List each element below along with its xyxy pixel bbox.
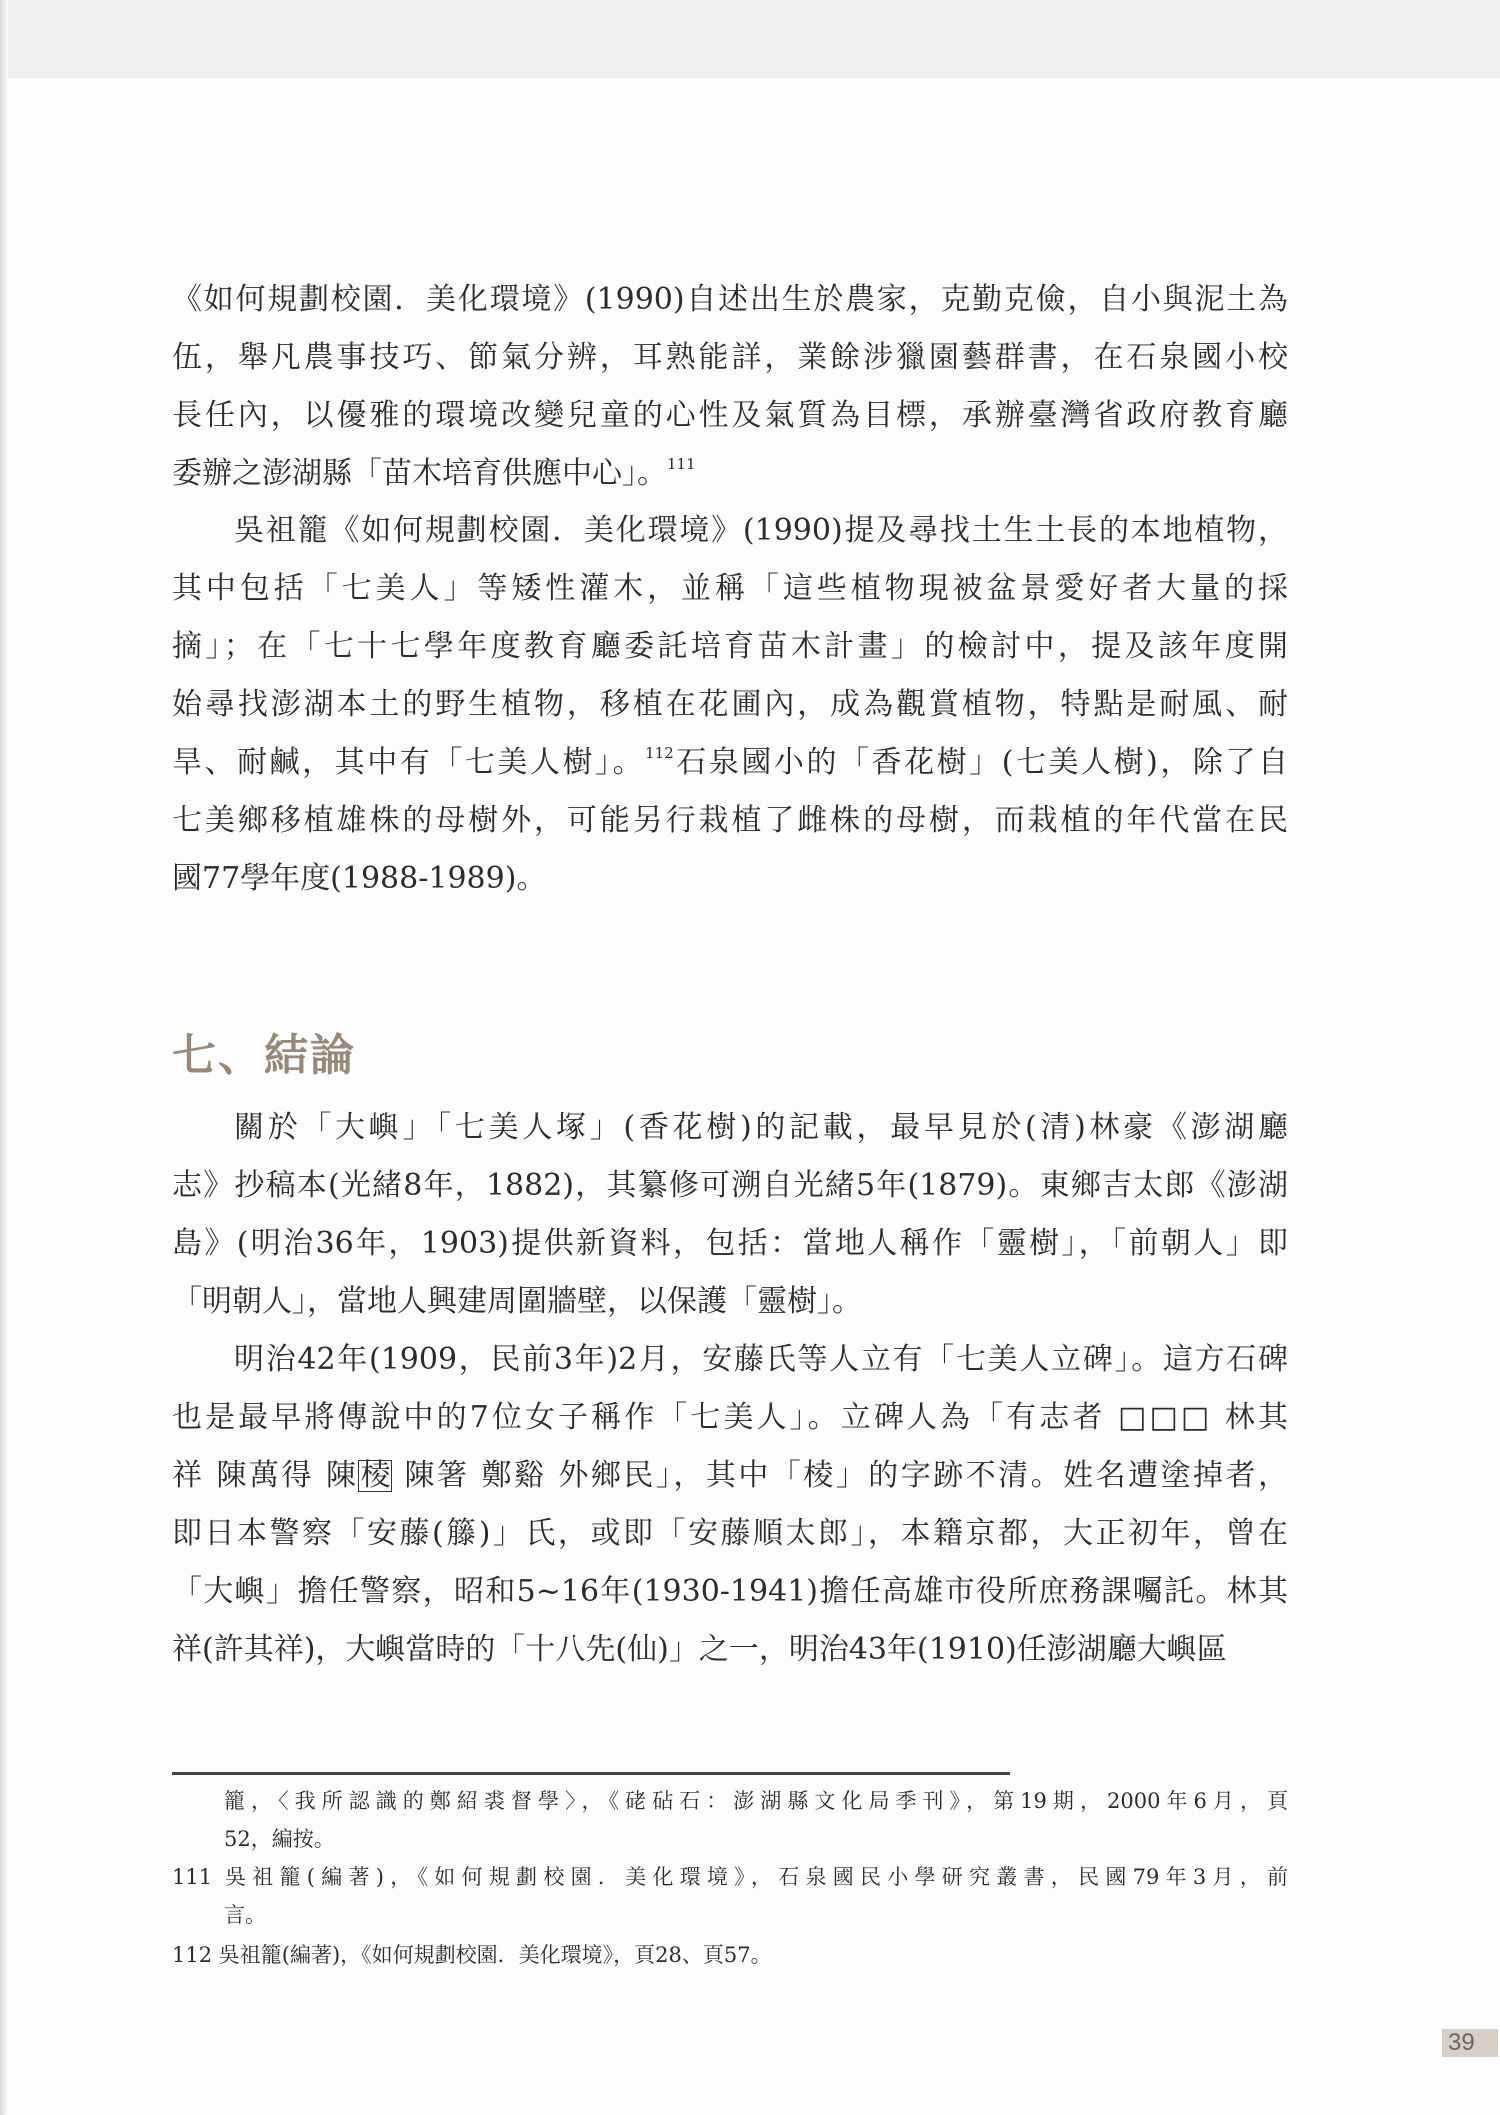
footnote-ref: 112 [645, 744, 674, 762]
text-line [172, 1099, 1288, 1157]
text-run: 祥(許其祥)，大嶼當時的「十八先(仙)」之一，明治43年(1910)任澎湖廳大嶼區 [172, 1632, 1227, 1667]
boxed-character: 棱 [360, 1458, 391, 1493]
text-run: 島》(明治36年，1903)提供新資料，包括：當地人稱作「靈樹」，「前朝人」即 [172, 1226, 1288, 1261]
text-run: 國77學年度(1988-1989)。 [172, 861, 547, 896]
footnote-continued [172, 1782, 1288, 1858]
text-run: 祥 陳萬得 陳 [172, 1458, 359, 1493]
footnote-112 [172, 1936, 1288, 1974]
text-line [172, 1505, 1288, 1563]
text-run: 吳祖籠《如何規劃校園．美化環境》(1990)提及尋找土生土長的本地植物， [234, 513, 1288, 548]
text-run: 《如何規劃校園．美化環境》(1990)自述出生於農家，克勤克儉，自小與泥土為 [172, 282, 1288, 317]
footnote-line: 112 吳祖籠(編著)，《如何規劃校園．美化環境》，頁28、頁57。 [172, 1943, 772, 1967]
text-run: 始尋找澎湖本土的野生植物，移植在花圃內，成為觀賞植物，特點是耐風、耐 [172, 687, 1288, 722]
text-run: 石泉國小的「香花樹」(七美人樹)，除了自 [673, 745, 1288, 780]
text-line [172, 329, 1288, 387]
footnote-line: 籠，〈我所認識的鄭紹裘督學〉，《硓砧石：澎湖縣文化局季刊》，第19期，2000年6月，頁 [224, 1789, 1288, 1813]
scan-left-edge [0, 0, 8, 2115]
text-line [172, 676, 1288, 734]
page-number: 39 [1442, 2029, 1498, 2057]
text-run: 長任內，以優雅的環境改變兒童的心性及氣質為目標，承辦臺灣省政府教育廳 [172, 398, 1288, 433]
text-run: 伍，舉凡農事技巧、節氣分辨，耳熟能詳，業餘涉獵園藝群書，在石泉國小校 [172, 340, 1288, 375]
text-line [172, 792, 1288, 850]
text-run: 旱、耐鹹，其中有「七美人樹」。 [172, 745, 646, 780]
footnote-divider [172, 1772, 1010, 1775]
text-line [172, 1621, 1288, 1679]
text-run: 也是最早將傳說中的7位女子稱作「七美人」。立碑人為「有志者 □□□ 林其 [172, 1400, 1288, 1435]
text-run: 「大嶼」擔任警察，昭和5~16年(1930-1941)擔任高雄市役所庶務課囑託。林其 [172, 1574, 1288, 1609]
footnote-line: 111 吳祖籠(編著)，《如何規劃校園．美化環境》，石泉國民小學研究叢書，民國79年3月，前 [172, 1865, 1288, 1889]
text-run: 明治42年(1909，民前3年)2月，安藤氏等人立有「七美人立碑」。這方石碑 [234, 1342, 1288, 1377]
text-run: 陳箸 鄭谿 外鄉民」，其中「棱」的字跡不清。姓名遭塗掉者， [392, 1458, 1289, 1493]
text-run: 委辦之澎湖縣「苗木培育供應中心」。 [172, 456, 667, 491]
text-line [172, 502, 1288, 560]
text-line [172, 734, 1288, 792]
scan-top-band [0, 0, 1500, 78]
text-line [172, 618, 1288, 676]
text-line [172, 560, 1288, 618]
footnote-line: 52，編按。 [224, 1827, 335, 1851]
text-line [172, 1331, 1288, 1389]
text-run: 其中包括「七美人」等矮性灌木，並稱「這些植物現被盆景愛好者大量的採 [172, 571, 1288, 606]
section-heading: 七、結論 [172, 1030, 356, 1081]
footnote-ref: 111 [667, 455, 696, 473]
text-line [172, 1447, 1288, 1505]
footnote-line: 言。 [224, 1903, 266, 1927]
text-line [172, 387, 1288, 445]
paragraph-4 [172, 1331, 1288, 1679]
text-run: 關於「大嶼」「七美人塚」(香花樹)的記載，最早見於(清)林豪《澎湖廳 [234, 1110, 1288, 1145]
paragraph-2 [172, 502, 1288, 908]
paragraph-3 [172, 1099, 1288, 1331]
text-line [172, 271, 1288, 329]
text-line [172, 1273, 1288, 1331]
text-run: 「明朝人」，當地人興建周圍牆壁，以保護「靈樹」。 [172, 1284, 862, 1319]
footnote-111 [172, 1858, 1288, 1934]
text-run: 即日本警察「安藤(籐)」氏，或即「安藤順太郎」，本籍京都，大正初年，曾在 [172, 1516, 1288, 1551]
text-run: 摘」；在「七十七學年度教育廳委託培育苗木計畫」的檢討中，提及該年度開 [172, 629, 1288, 664]
text-line [172, 1215, 1288, 1273]
text-line [172, 1157, 1288, 1215]
text-run: 七美鄉移植雄株的母樹外，可能另行栽植了雌株的母樹，而栽植的年代當在民 [172, 803, 1288, 838]
text-line [172, 1389, 1288, 1447]
paragraph-1 [172, 271, 1288, 503]
text-line [172, 445, 1288, 503]
text-line [172, 1563, 1288, 1621]
text-run: 志》抄稿本(光緒8年，1882)，其纂修可溯自光緒5年(1879)。東鄉吉太郎《澎湖 [172, 1168, 1288, 1203]
text-line [172, 850, 1288, 908]
